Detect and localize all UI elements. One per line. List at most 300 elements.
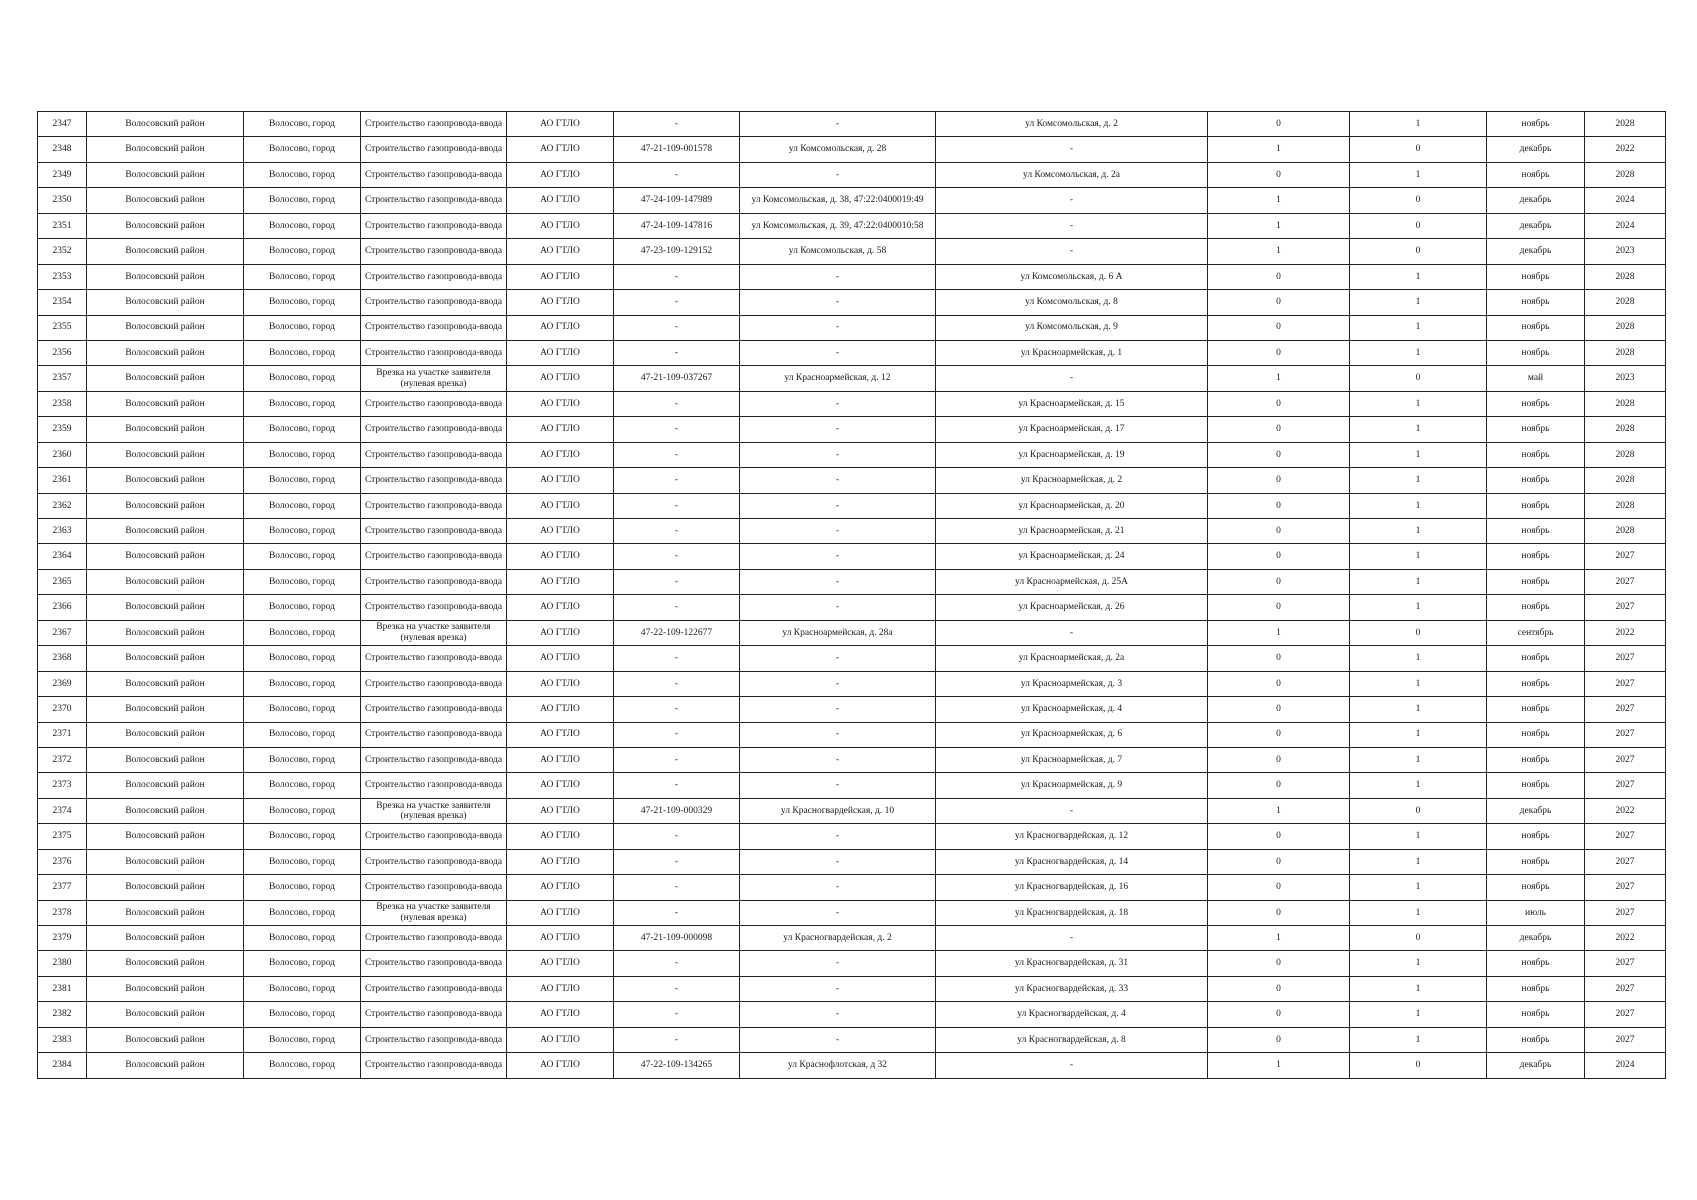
table-row	[38, 697, 1666, 722]
month-cell: ноябрь	[1487, 849, 1585, 874]
applicant-address-cell: -	[740, 1027, 936, 1052]
month-cell: сентябрь	[1487, 620, 1585, 645]
application-number-cell: -	[614, 646, 740, 671]
settlement-cell: Волосово, город	[244, 391, 361, 416]
settlement-cell: Волосово, город	[244, 137, 361, 162]
count-a-cell: 0	[1208, 976, 1350, 1001]
row-number-cell: 2382	[38, 1002, 87, 1027]
planned-address-cell: ул Красноармейская, д. 24	[936, 544, 1208, 569]
settlement-cell: Волосово, город	[244, 646, 361, 671]
month-cell: ноябрь	[1487, 595, 1585, 620]
organization-cell: АО ГТЛО	[507, 188, 614, 213]
count-a-cell: 0	[1208, 671, 1350, 696]
planned-address-cell: -	[936, 926, 1208, 951]
count-a-cell: 0	[1208, 290, 1350, 315]
work-type-cell: Строительство газопровода-ввода	[361, 849, 507, 874]
applicant-address-cell: ул Красногвардейская, д. 2	[740, 926, 936, 951]
district-cell: Волосовский район	[87, 722, 244, 747]
planned-address-cell: -	[936, 239, 1208, 264]
application-number-cell: 47-22-109-134265	[614, 1053, 740, 1078]
district-cell: Волосовский район	[87, 519, 244, 544]
planned-address-cell: ул Красноармейская, д. 15	[936, 391, 1208, 416]
planned-address-cell: ул Красногвардейская, д. 4	[936, 1002, 1208, 1027]
district-cell: Волосовский район	[87, 798, 244, 823]
table-row	[38, 137, 1666, 162]
applicant-address-cell: -	[740, 773, 936, 798]
month-cell: декабрь	[1487, 1053, 1585, 1078]
month-cell: декабрь	[1487, 188, 1585, 213]
work-type-cell: Строительство газопровода-ввода	[361, 595, 507, 620]
year-cell: 2023	[1585, 239, 1666, 264]
month-cell: ноябрь	[1487, 264, 1585, 289]
work-type-cell: Строительство газопровода-ввода	[361, 747, 507, 772]
work-type-cell: Врезка на участке заявителя (нулевая врезка)	[361, 900, 507, 925]
organization-cell: АО ГТЛО	[507, 137, 614, 162]
application-number-cell: -	[614, 442, 740, 467]
row-number-cell: 2357	[38, 366, 87, 391]
settlement-cell: Волосово, город	[244, 569, 361, 594]
count-b-cell: 1	[1350, 264, 1487, 289]
planned-address-cell: ул Красногвардейская, д. 12	[936, 824, 1208, 849]
table-row	[38, 747, 1666, 772]
count-a-cell: 0	[1208, 112, 1350, 137]
month-cell: ноябрь	[1487, 442, 1585, 467]
row-number-cell: 2361	[38, 468, 87, 493]
district-cell: Волосовский район	[87, 569, 244, 594]
applicant-address-cell: -	[740, 519, 936, 544]
application-number-cell: -	[614, 391, 740, 416]
count-a-cell: 1	[1208, 239, 1350, 264]
row-number-cell: 2351	[38, 213, 87, 238]
planned-address-cell: ул Красноармейская, д. 19	[936, 442, 1208, 467]
district-cell: Волосовский район	[87, 951, 244, 976]
count-b-cell: 1	[1350, 671, 1487, 696]
count-a-cell: 0	[1208, 442, 1350, 467]
count-b-cell: 1	[1350, 417, 1487, 442]
row-number-cell: 2380	[38, 951, 87, 976]
work-type-cell: Строительство газопровода-ввода	[361, 875, 507, 900]
year-cell: 2028	[1585, 264, 1666, 289]
count-a-cell: 0	[1208, 951, 1350, 976]
settlement-cell: Волосово, город	[244, 951, 361, 976]
month-cell: ноябрь	[1487, 1027, 1585, 1052]
row-number-cell: 2360	[38, 442, 87, 467]
application-number-cell: 47-21-109-000098	[614, 926, 740, 951]
application-number-cell: -	[614, 951, 740, 976]
settlement-cell: Волосово, город	[244, 1027, 361, 1052]
district-cell: Волосовский район	[87, 1027, 244, 1052]
row-number-cell: 2349	[38, 162, 87, 187]
applicant-address-cell: -	[740, 824, 936, 849]
work-type-cell: Строительство газопровода-ввода	[361, 926, 507, 951]
organization-cell: АО ГТЛО	[507, 112, 614, 137]
count-a-cell: 0	[1208, 162, 1350, 187]
count-a-cell: 1	[1208, 926, 1350, 951]
settlement-cell: Волосово, город	[244, 747, 361, 772]
month-cell: ноябрь	[1487, 722, 1585, 747]
table-body	[38, 112, 1666, 1079]
month-cell: ноябрь	[1487, 544, 1585, 569]
application-number-cell: -	[614, 1002, 740, 1027]
work-type-cell: Строительство газопровода-ввода	[361, 137, 507, 162]
settlement-cell: Волосово, город	[244, 290, 361, 315]
settlement-cell: Волосово, город	[244, 824, 361, 849]
month-cell: ноябрь	[1487, 391, 1585, 416]
work-type-cell: Строительство газопровода-ввода	[361, 391, 507, 416]
count-b-cell: 1	[1350, 1027, 1487, 1052]
count-b-cell: 1	[1350, 391, 1487, 416]
planned-address-cell: ул Красноармейская, д. 9	[936, 773, 1208, 798]
year-cell: 2024	[1585, 188, 1666, 213]
applicant-address-cell: -	[740, 290, 936, 315]
table-row	[38, 875, 1666, 900]
count-b-cell: 1	[1350, 340, 1487, 365]
count-b-cell: 1	[1350, 951, 1487, 976]
count-a-cell: 0	[1208, 340, 1350, 365]
year-cell: 2028	[1585, 315, 1666, 340]
table-row	[38, 239, 1666, 264]
year-cell: 2024	[1585, 1053, 1666, 1078]
organization-cell: АО ГТЛО	[507, 798, 614, 823]
year-cell: 2027	[1585, 849, 1666, 874]
applicant-address-cell: ул Красноармейская, д. 28а	[740, 620, 936, 645]
planned-address-cell: ул Красноармейская, д. 1	[936, 340, 1208, 365]
applicant-address-cell: -	[740, 976, 936, 1001]
month-cell: ноябрь	[1487, 315, 1585, 340]
organization-cell: АО ГТЛО	[507, 697, 614, 722]
count-b-cell: 0	[1350, 213, 1487, 238]
district-cell: Волосовский район	[87, 137, 244, 162]
count-a-cell: 0	[1208, 849, 1350, 874]
row-number-cell: 2372	[38, 747, 87, 772]
district-cell: Волосовский район	[87, 544, 244, 569]
count-b-cell: 1	[1350, 442, 1487, 467]
year-cell: 2027	[1585, 875, 1666, 900]
applicant-address-cell: -	[740, 875, 936, 900]
application-number-cell: -	[614, 849, 740, 874]
application-number-cell: 47-23-109-129152	[614, 239, 740, 264]
work-type-cell: Строительство газопровода-ввода	[361, 722, 507, 747]
table-row	[38, 595, 1666, 620]
organization-cell: АО ГТЛО	[507, 646, 614, 671]
settlement-cell: Волосово, город	[244, 926, 361, 951]
applicant-address-cell: -	[740, 544, 936, 569]
planned-address-cell: ул Комсомольская, д. 6 А	[936, 264, 1208, 289]
year-cell: 2027	[1585, 951, 1666, 976]
count-b-cell: 1	[1350, 722, 1487, 747]
application-number-cell: -	[614, 162, 740, 187]
planned-address-cell: ул Красноармейская, д. 25А	[936, 569, 1208, 594]
table-row	[38, 824, 1666, 849]
table-row	[38, 264, 1666, 289]
organization-cell: АО ГТЛО	[507, 442, 614, 467]
month-cell: ноябрь	[1487, 671, 1585, 696]
year-cell: 2023	[1585, 366, 1666, 391]
table-row	[38, 290, 1666, 315]
applicant-address-cell: -	[740, 112, 936, 137]
applicant-address-cell: -	[740, 595, 936, 620]
count-b-cell: 0	[1350, 137, 1487, 162]
table-row	[38, 1053, 1666, 1078]
year-cell: 2027	[1585, 824, 1666, 849]
planned-address-cell: ул Комсомольская, д. 2а	[936, 162, 1208, 187]
year-cell: 2028	[1585, 112, 1666, 137]
settlement-cell: Волосово, город	[244, 544, 361, 569]
month-cell: ноябрь	[1487, 976, 1585, 1001]
count-b-cell: 1	[1350, 493, 1487, 518]
table-row	[38, 798, 1666, 823]
applicant-address-cell: -	[740, 569, 936, 594]
work-type-cell: Строительство газопровода-ввода	[361, 519, 507, 544]
count-b-cell: 0	[1350, 239, 1487, 264]
planned-address-cell: -	[936, 188, 1208, 213]
application-number-cell: 47-21-109-000329	[614, 798, 740, 823]
year-cell: 2027	[1585, 1002, 1666, 1027]
work-type-cell: Строительство газопровода-ввода	[361, 951, 507, 976]
work-type-cell: Строительство газопровода-ввода	[361, 290, 507, 315]
district-cell: Волосовский район	[87, 824, 244, 849]
application-number-cell: -	[614, 900, 740, 925]
work-type-cell: Строительство газопровода-ввода	[361, 239, 507, 264]
table-row	[38, 366, 1666, 391]
count-b-cell: 1	[1350, 697, 1487, 722]
month-cell: ноябрь	[1487, 773, 1585, 798]
applicant-address-cell: -	[740, 951, 936, 976]
planned-address-cell: ул Красногвардейская, д. 31	[936, 951, 1208, 976]
count-a-cell: 0	[1208, 646, 1350, 671]
application-number-cell: 47-21-109-001578	[614, 137, 740, 162]
work-type-cell: Строительство газопровода-ввода	[361, 697, 507, 722]
district-cell: Волосовский район	[87, 773, 244, 798]
month-cell: декабрь	[1487, 239, 1585, 264]
application-number-cell: -	[614, 493, 740, 518]
count-b-cell: 1	[1350, 162, 1487, 187]
year-cell: 2027	[1585, 646, 1666, 671]
table-row	[38, 544, 1666, 569]
settlement-cell: Волосово, город	[244, 493, 361, 518]
applicant-address-cell: -	[740, 493, 936, 518]
organization-cell: АО ГТЛО	[507, 875, 614, 900]
count-b-cell: 1	[1350, 519, 1487, 544]
table-row	[38, 926, 1666, 951]
count-a-cell: 0	[1208, 900, 1350, 925]
applicant-address-cell: -	[740, 671, 936, 696]
planned-address-cell: -	[936, 366, 1208, 391]
work-type-cell: Строительство газопровода-ввода	[361, 824, 507, 849]
settlement-cell: Волосово, город	[244, 900, 361, 925]
planned-address-cell: ул Красноармейская, д. 4	[936, 697, 1208, 722]
applicant-address-cell: -	[740, 264, 936, 289]
year-cell: 2028	[1585, 442, 1666, 467]
work-type-cell: Строительство газопровода-ввода	[361, 1053, 507, 1078]
row-number-cell: 2350	[38, 188, 87, 213]
year-cell: 2028	[1585, 519, 1666, 544]
count-a-cell: 0	[1208, 1027, 1350, 1052]
table-row	[38, 1027, 1666, 1052]
applicant-address-cell: -	[740, 468, 936, 493]
district-cell: Волосовский район	[87, 188, 244, 213]
count-a-cell: 0	[1208, 697, 1350, 722]
table-row	[38, 1002, 1666, 1027]
settlement-cell: Волосово, город	[244, 366, 361, 391]
applicant-address-cell: ул Красногвардейская, д. 10	[740, 798, 936, 823]
applicant-address-cell: -	[740, 340, 936, 365]
year-cell: 2028	[1585, 340, 1666, 365]
organization-cell: АО ГТЛО	[507, 773, 614, 798]
count-a-cell: 0	[1208, 1002, 1350, 1027]
count-b-cell: 0	[1350, 366, 1487, 391]
district-cell: Волосовский район	[87, 646, 244, 671]
applicant-address-cell: -	[740, 849, 936, 874]
table-row	[38, 646, 1666, 671]
settlement-cell: Волосово, город	[244, 417, 361, 442]
year-cell: 2022	[1585, 137, 1666, 162]
row-number-cell: 2365	[38, 569, 87, 594]
district-cell: Волосовский район	[87, 239, 244, 264]
year-cell: 2027	[1585, 595, 1666, 620]
organization-cell: АО ГТЛО	[507, 951, 614, 976]
applicant-address-cell: -	[740, 417, 936, 442]
count-b-cell: 1	[1350, 544, 1487, 569]
district-cell: Волосовский район	[87, 366, 244, 391]
settlement-cell: Волосово, город	[244, 315, 361, 340]
settlement-cell: Волосово, город	[244, 620, 361, 645]
application-number-cell: 47-24-109-147989	[614, 188, 740, 213]
month-cell: ноябрь	[1487, 875, 1585, 900]
planned-address-cell: ул Красноармейская, д. 7	[936, 747, 1208, 772]
table-row	[38, 493, 1666, 518]
month-cell: ноябрь	[1487, 290, 1585, 315]
district-cell: Волосовский район	[87, 468, 244, 493]
count-b-cell: 0	[1350, 798, 1487, 823]
table-row	[38, 671, 1666, 696]
application-number-cell: -	[614, 824, 740, 849]
application-number-cell: 47-21-109-037267	[614, 366, 740, 391]
work-type-cell: Строительство газопровода-ввода	[361, 417, 507, 442]
organization-cell: АО ГТЛО	[507, 849, 614, 874]
month-cell: ноябрь	[1487, 519, 1585, 544]
count-a-cell: 0	[1208, 747, 1350, 772]
table-row	[38, 315, 1666, 340]
planned-address-cell: ул Красноармейская, д. 26	[936, 595, 1208, 620]
organization-cell: АО ГТЛО	[507, 162, 614, 187]
count-b-cell: 1	[1350, 646, 1487, 671]
work-type-cell: Строительство газопровода-ввода	[361, 188, 507, 213]
organization-cell: АО ГТЛО	[507, 519, 614, 544]
year-cell: 2028	[1585, 493, 1666, 518]
organization-cell: АО ГТЛО	[507, 290, 614, 315]
work-type-cell: Строительство газопровода-ввода	[361, 671, 507, 696]
year-cell: 2028	[1585, 290, 1666, 315]
settlement-cell: Волосово, город	[244, 773, 361, 798]
organization-cell: АО ГТЛО	[507, 1002, 614, 1027]
organization-cell: АО ГТЛО	[507, 1027, 614, 1052]
applicant-address-cell: -	[740, 442, 936, 467]
table-row	[38, 162, 1666, 187]
applicant-address-cell: ул Краснофлотская, д 32	[740, 1053, 936, 1078]
row-number-cell: 2353	[38, 264, 87, 289]
district-cell: Волосовский район	[87, 671, 244, 696]
settlement-cell: Волосово, город	[244, 468, 361, 493]
planned-address-cell: -	[936, 620, 1208, 645]
settlement-cell: Волосово, город	[244, 849, 361, 874]
month-cell: ноябрь	[1487, 1002, 1585, 1027]
row-number-cell: 2371	[38, 722, 87, 747]
applicant-address-cell: -	[740, 1002, 936, 1027]
table-row	[38, 188, 1666, 213]
count-b-cell: 1	[1350, 290, 1487, 315]
year-cell: 2022	[1585, 798, 1666, 823]
application-number-cell: -	[614, 519, 740, 544]
month-cell: ноябрь	[1487, 417, 1585, 442]
work-type-cell: Строительство газопровода-ввода	[361, 340, 507, 365]
month-cell: ноябрь	[1487, 747, 1585, 772]
count-a-cell: 0	[1208, 569, 1350, 594]
count-a-cell: 0	[1208, 595, 1350, 620]
row-number-cell: 2378	[38, 900, 87, 925]
application-number-cell: -	[614, 290, 740, 315]
work-type-cell: Строительство газопровода-ввода	[361, 468, 507, 493]
table-row	[38, 976, 1666, 1001]
settlement-cell: Волосово, город	[244, 697, 361, 722]
settlement-cell: Волосово, город	[244, 442, 361, 467]
count-a-cell: 0	[1208, 391, 1350, 416]
table-row	[38, 468, 1666, 493]
district-cell: Волосовский район	[87, 213, 244, 238]
organization-cell: АО ГТЛО	[507, 595, 614, 620]
count-a-cell: 1	[1208, 1053, 1350, 1078]
work-type-cell: Строительство газопровода-ввода	[361, 544, 507, 569]
planned-address-cell: ул Красногвардейская, д. 33	[936, 976, 1208, 1001]
count-b-cell: 0	[1350, 620, 1487, 645]
month-cell: декабрь	[1487, 926, 1585, 951]
month-cell: ноябрь	[1487, 697, 1585, 722]
table-row	[38, 569, 1666, 594]
application-number-cell: -	[614, 468, 740, 493]
application-number-cell: -	[614, 722, 740, 747]
work-type-cell: Врезка на участке заявителя (нулевая врезка)	[361, 366, 507, 391]
count-b-cell: 1	[1350, 976, 1487, 1001]
row-number-cell: 2348	[38, 137, 87, 162]
table-row	[38, 391, 1666, 416]
planned-address-cell: ул Красногвардейская, д. 8	[936, 1027, 1208, 1052]
row-number-cell: 2384	[38, 1053, 87, 1078]
district-cell: Волосовский район	[87, 417, 244, 442]
year-cell: 2027	[1585, 976, 1666, 1001]
table-row	[38, 213, 1666, 238]
month-cell: ноябрь	[1487, 468, 1585, 493]
table-row	[38, 849, 1666, 874]
organization-cell: АО ГТЛО	[507, 569, 614, 594]
settlement-cell: Волосово, город	[244, 875, 361, 900]
month-cell: ноябрь	[1487, 569, 1585, 594]
row-number-cell: 2347	[38, 112, 87, 137]
count-a-cell: 1	[1208, 188, 1350, 213]
count-a-cell: 0	[1208, 773, 1350, 798]
year-cell: 2027	[1585, 569, 1666, 594]
month-cell: июль	[1487, 900, 1585, 925]
application-number-cell: -	[614, 340, 740, 365]
planned-address-cell: -	[936, 798, 1208, 823]
application-number-cell: -	[614, 1027, 740, 1052]
district-cell: Волосовский район	[87, 1053, 244, 1078]
planned-address-cell: ул Красногвардейская, д. 14	[936, 849, 1208, 874]
planned-address-cell: ул Комсомольская, д. 9	[936, 315, 1208, 340]
district-cell: Волосовский район	[87, 976, 244, 1001]
work-type-cell: Врезка на участке заявителя (нулевая врезка)	[361, 798, 507, 823]
table-row	[38, 722, 1666, 747]
applicant-address-cell: ул Комсомольская, д. 58	[740, 239, 936, 264]
